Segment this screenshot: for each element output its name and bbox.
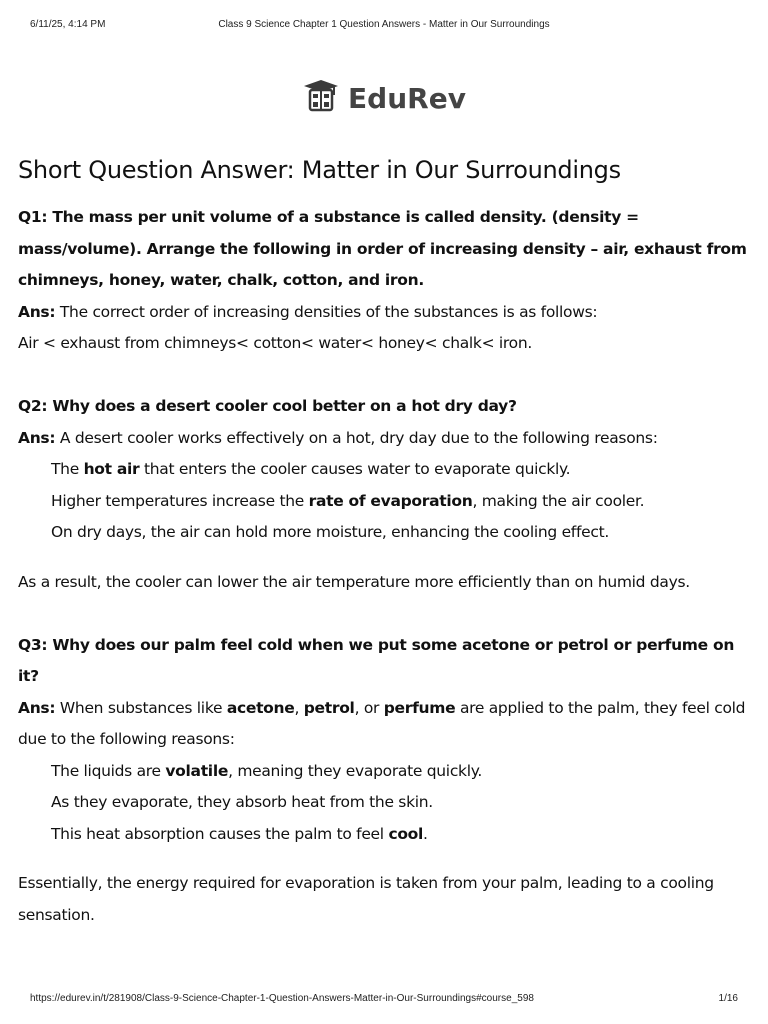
answer-1-order: Air < exhaust from chimneys< cotton< water< honey< chalk< iron. (18, 334, 532, 352)
answer-2-reasons (18, 454, 756, 549)
list-item: As they evaporate, they absorb heat from the skin. (51, 793, 433, 811)
edurev-logo[interactable] (0, 78, 768, 118)
answer-2-conclusion: As a result, the cooler can lower the air temperature more efficiently than on humid days. (18, 572, 690, 591)
graduate-book-mascot-icon (302, 78, 340, 119)
print-datetime: 6/11/25, 4:14 PM (30, 19, 106, 30)
answer-1: Ans: The correct order of increasing densities of the substances is as follows: (18, 302, 598, 321)
answer-2: Ans: A desert cooler works effectively on a hot, dry day due to the following reasons: (18, 428, 658, 447)
question-3: Q3: Why does our palm feel cold when we put some acetone or petrol or perfume on it? (18, 635, 735, 685)
list-item: This heat absorption causes the palm to feel cool. (51, 824, 428, 843)
page-number: 1/16 (718, 993, 738, 1004)
logo-text: EduRev (348, 81, 466, 115)
question-1: Q1: The mass per unit volume of a substance is called density. (density = mass/volume). Arrange the following in order of increasing density – air, exhaust from chimneys, honey, water, chalk, cotton, and iron. (18, 208, 747, 289)
answer-3: Ans: When substances like acetone, petrol, or perfume are applied to the palm, they feel cold due to the following reasons: (18, 698, 746, 748)
list-item: On dry days, the air can hold more moisture, enhancing the cooling effect. (51, 523, 609, 541)
print-page-title: Class 9 Science Chapter 1 Question Answers - Matter in Our Surroundings (218, 19, 550, 30)
question-2: Q2: Why does a desert cooler cool better on a hot dry day? (18, 397, 517, 415)
article-content (18, 150, 756, 931)
print-url[interactable]: https://edurev.in/t/281908/Class-9-Science-Chapter-1-Question-Answers-Matter-in-Our-Surroundings#course_598 (30, 993, 534, 1004)
list-item: The hot air that enters the cooler causes water to evaporate quickly. (51, 460, 571, 478)
answer-3-conclusion: Essentially, the energy required for evaporation is taken from your palm, leading to a cooling sensation. (18, 874, 714, 924)
answer-3-reasons (18, 756, 756, 851)
ans-label: Ans: (18, 302, 56, 321)
print-footer (30, 993, 738, 1007)
ans-label: Ans: (18, 428, 56, 447)
ans-label: Ans: (18, 698, 56, 717)
print-header (30, 19, 738, 33)
page-title: Short Question Answer: Matter in Our Surroundings (18, 156, 621, 184)
list-item: Higher temperatures increase the rate of evaporation, making the air cooler. (51, 491, 645, 510)
list-item: The liquids are volatile, meaning they evaporate quickly. (51, 761, 483, 780)
